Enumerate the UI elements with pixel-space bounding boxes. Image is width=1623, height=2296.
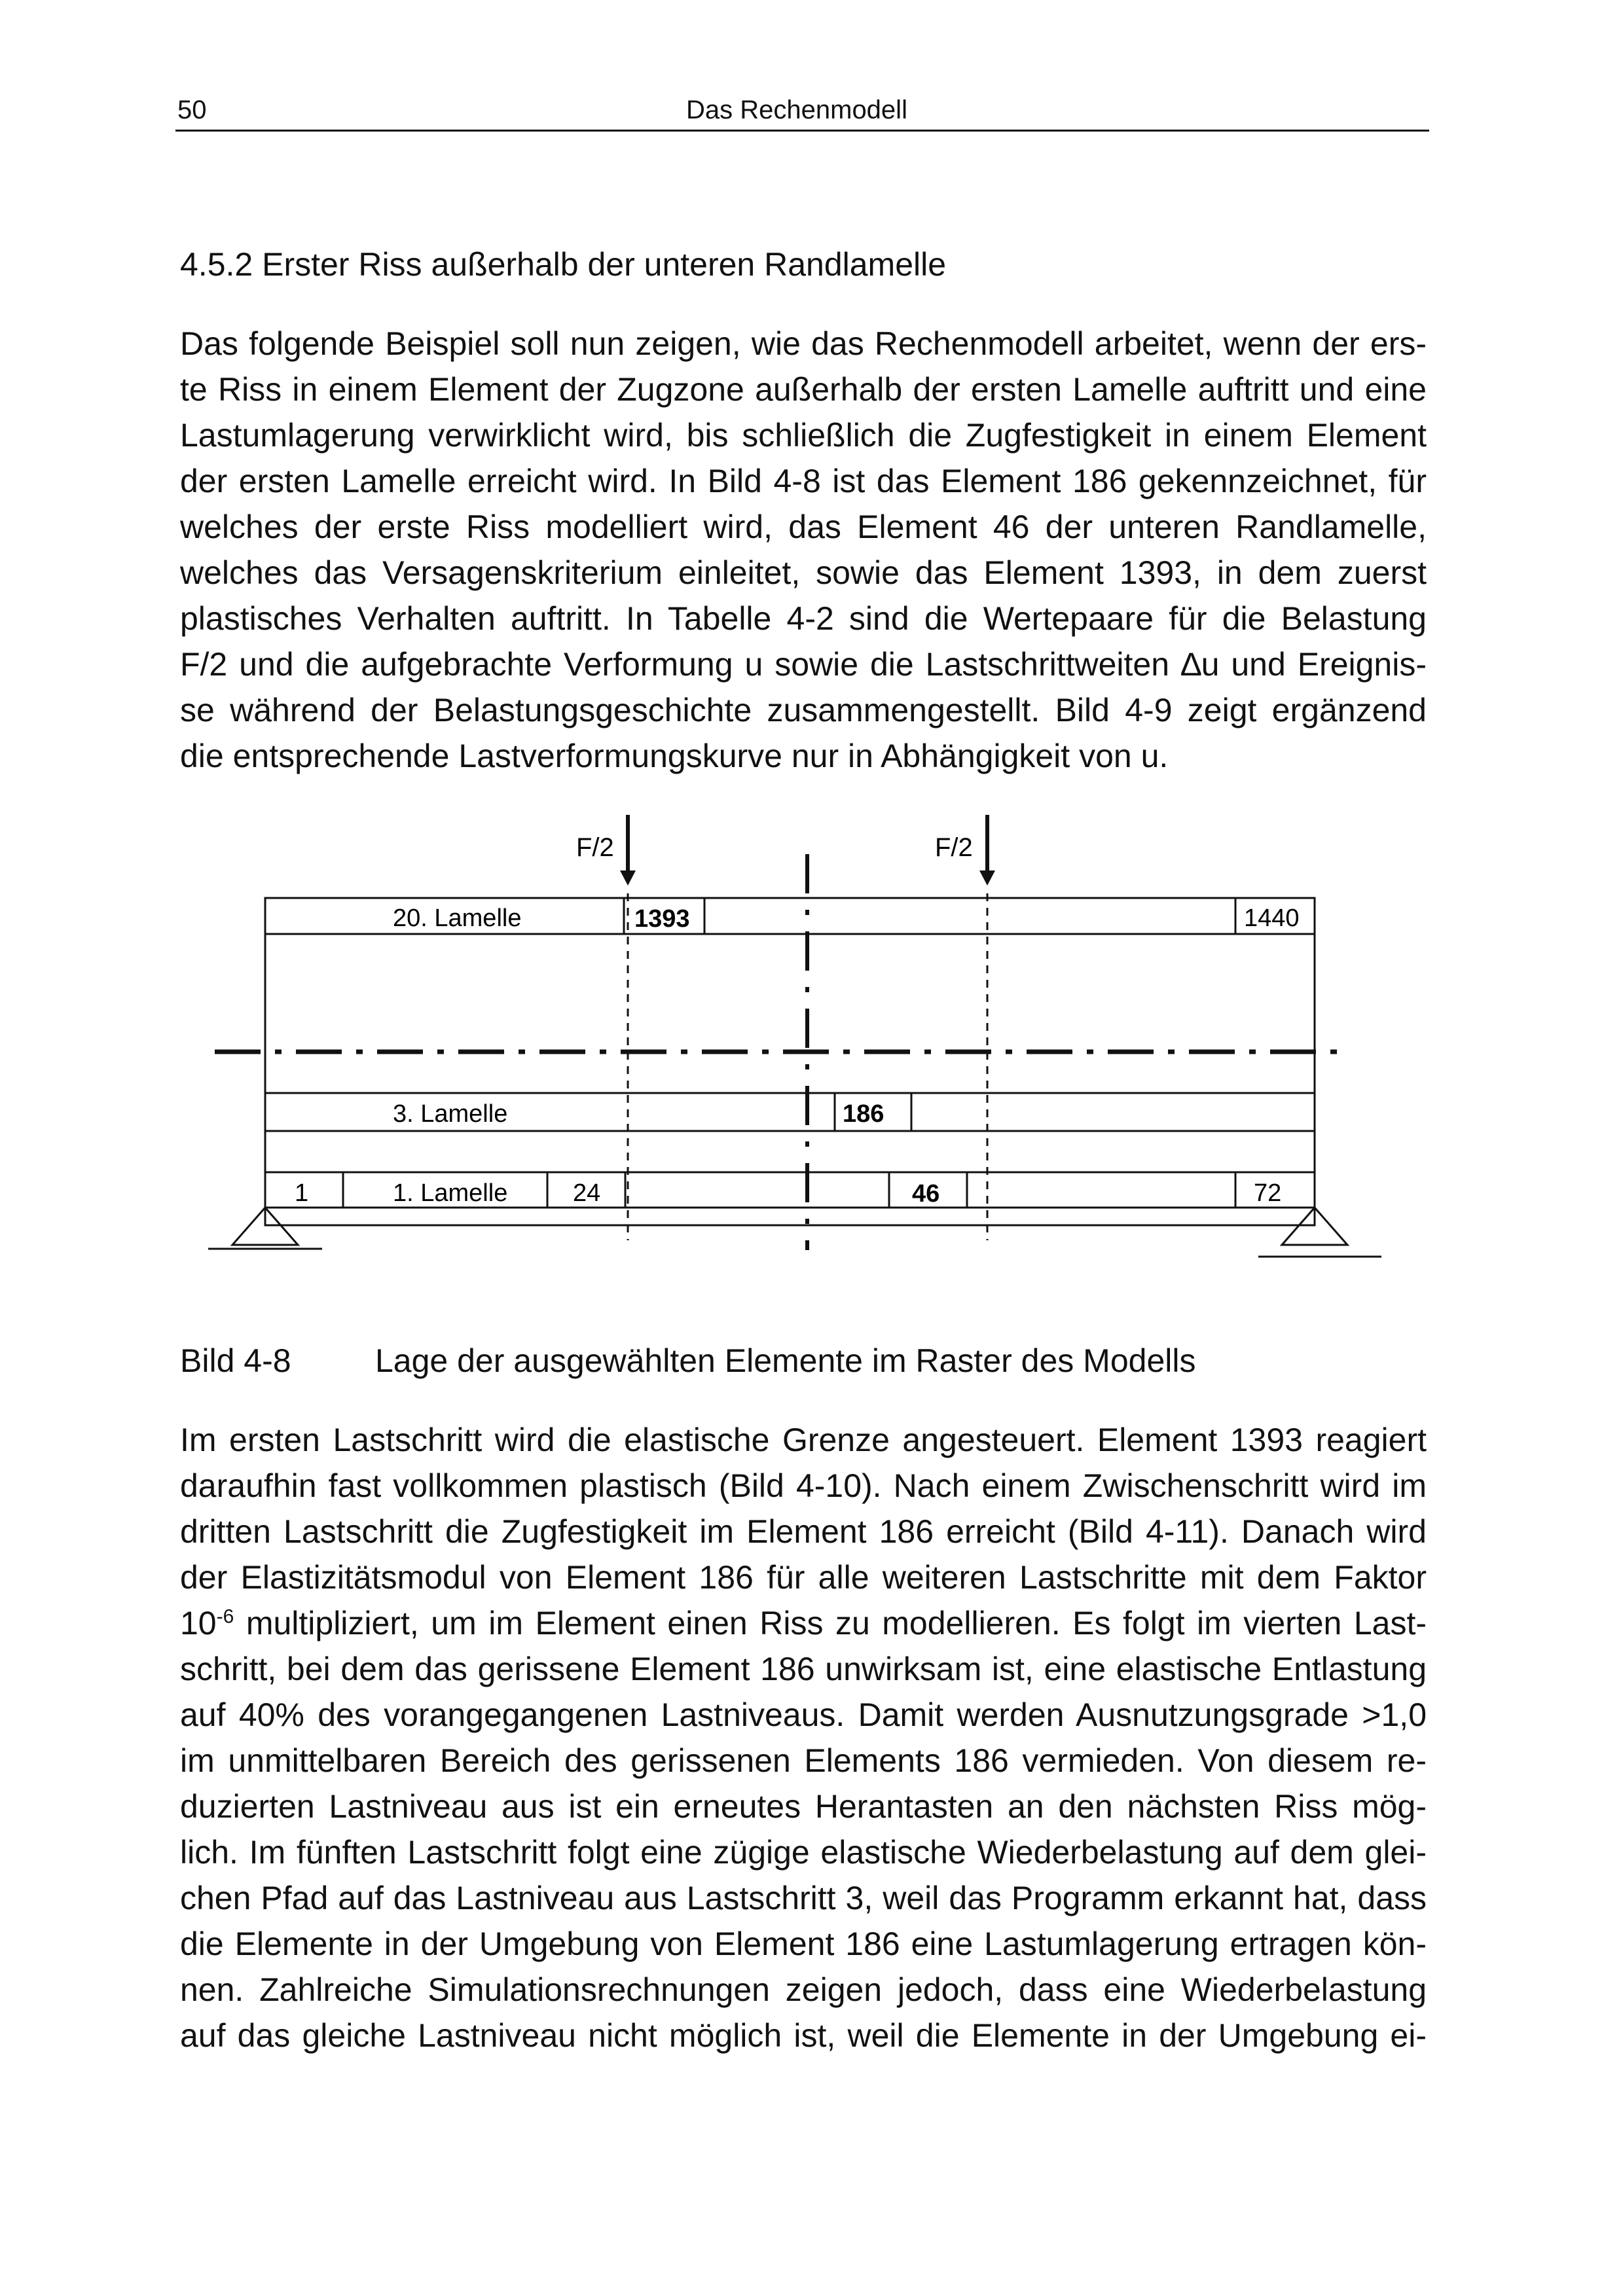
line-text: multipliziert, um im Element einen Riss zu modellieren. Es folgt im vierten Last-: [234, 1605, 1427, 1641]
load-label-right: F/2: [935, 833, 973, 862]
element-1440-label: 1440: [1244, 905, 1300, 932]
page-number: 50: [177, 96, 207, 124]
model-grid-diagram: [196, 805, 1440, 1302]
paragraph-1-line: F/2 und die aufgebrachte Verformung u sowie die Lastschrittweiten ∆u und Ereignis-: [180, 646, 1427, 683]
paragraph-1-line: Lastumlagerung verwirklicht wird, bis schließlich die Zugfestigkeit in einem Element: [180, 417, 1427, 454]
paragraph-2-line: der Elastizitätsmodul von Element 186 für alle weiteren Lastschritte mit dem Faktor: [180, 1559, 1427, 1596]
paragraph-2-line: auf 40% des vorangegangenen Lastniveaus. Damit werden Ausnutzungsgrade >1,0: [180, 1696, 1427, 1733]
paragraph-1-line: te Riss in einem Element der Zugzone außerhalb der ersten Lamelle auftritt und eine: [180, 371, 1427, 408]
factor-base: 10: [180, 1605, 217, 1641]
lamella-20-label: 20. Lamelle: [393, 905, 522, 932]
paragraph-2-line: [180, 1600, 1427, 1646]
paragraph-2-line: daraufhin fast vollkommen plastisch (Bild 4-10). Nach einem Zwischenschritt wird im: [180, 1467, 1427, 1504]
lamella-3-label: 3. Lamelle: [393, 1100, 508, 1128]
paragraph-1-line: Das folgende Beispiel soll nun zeigen, wie das Rechenmodell arbeitet, wenn der ers-: [180, 325, 1427, 362]
section-heading: 4.5.2 Erster Riss außerhalb der unteren Randlamelle: [180, 246, 947, 283]
paragraph-1-line: welches der erste Riss modelliert wird, das Element 46 der unteren Randlamelle,: [180, 509, 1427, 545]
paragraph-1-line: die entsprechende Lastverformungskurve nur in Abhängigkeit von u.: [180, 738, 1169, 774]
element-186-label: 186: [843, 1100, 884, 1128]
header-rule: [175, 130, 1429, 132]
element-72-label: 72: [1254, 1179, 1282, 1207]
paragraph-1-line: der ersten Lamelle erreicht wird. In Bild 4-8 ist das Element 186 gekennzeichnet, für: [180, 463, 1427, 499]
load-label-left: F/2: [576, 833, 614, 862]
figure-model-grid: [196, 805, 1440, 1302]
load-arrow-left: [620, 815, 636, 886]
paragraph-2-line: schritt, bei dem das gerissene Element 186 unwirksam ist, eine elastische Entlastung: [180, 1651, 1427, 1687]
figure-caption-label: Bild 4-8: [180, 1342, 291, 1379]
element-46-label: 46: [912, 1180, 940, 1208]
factor-exponent: -6: [216, 1605, 234, 1628]
support-right: [1258, 1208, 1381, 1257]
paragraph-2-line: dritten Lastschritt die Zugfestigkeit im Element 186 erreicht (Bild 4-11). Danach wird: [180, 1513, 1427, 1550]
paragraph-1-line: plastisches Verhalten auftritt. In Tabelle 4-2 sind die Wertepaare für die Belastung: [180, 600, 1427, 637]
element-24-label: 24: [573, 1179, 601, 1207]
paragraph-2-line: lich. Im fünften Lastschritt folgt eine zügige elastische Wiederbelastung auf dem glei-: [180, 1834, 1427, 1871]
paragraph-2-line: auf das gleiche Lastniveau nicht möglich ist, weil die Elemente in der Umgebung ei-: [180, 2017, 1427, 2054]
figure-caption-text: Lage der ausgewählten Elemente im Raster des Modells: [375, 1342, 1196, 1379]
load-arrow-right: [979, 815, 995, 886]
paragraph-1-line: welches das Versagenskriterium einleitet, sowie das Element 1393, in dem zuerst: [180, 554, 1427, 591]
lamella-1-label: 1. Lamelle: [393, 1179, 508, 1207]
paragraph-2-line: duzierten Lastniveau aus ist ein erneutes Herantasten an den nächsten Riss mög-: [180, 1788, 1427, 1825]
beam-outline: [265, 898, 1315, 1225]
running-title: Das Rechenmodell: [686, 96, 907, 124]
paragraph-2-line: die Elemente in der Umgebung von Element 186 eine Lastumlagerung ertragen kön-: [180, 1926, 1427, 1962]
paragraph-1-line: se während der Belastungsgeschichte zusammengestellt. Bild 4-9 zeigt ergänzend: [180, 692, 1427, 728]
paragraph-2-line: Im ersten Lastschritt wird die elastische Grenze angesteuert. Element 1393 reagiert: [180, 1422, 1427, 1458]
paragraph-2-line: chen Pfad auf das Lastniveau aus Lastschritt 3, weil das Programm erkannt hat, dass: [180, 1880, 1427, 1916]
element-1-label: 1: [295, 1179, 309, 1207]
paragraph-2-line: im unmittelbaren Bereich des gerissenen Elements 186 vermieden. Von diesem re-: [180, 1742, 1427, 1779]
paragraph-2-line: nen. Zahlreiche Simulationsrechnungen zeigen jedoch, dass eine Wiederbelastung: [180, 1971, 1427, 2008]
element-1393-label: 1393: [634, 905, 690, 933]
